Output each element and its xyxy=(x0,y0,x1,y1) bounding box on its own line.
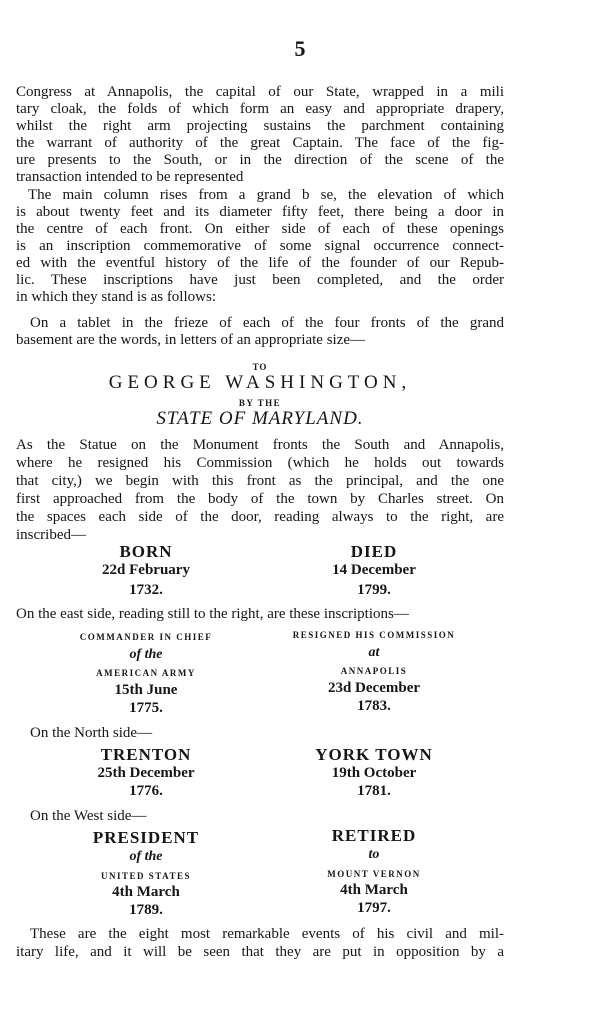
text-line: The main column rises from a grand b se, the elevation of which xyxy=(28,187,504,203)
inscription-title: COMMANDER IN CHIEF xyxy=(79,632,213,642)
inscription-title: RETIRED xyxy=(331,826,417,845)
inscription-subtitle: UNITED STATES xyxy=(101,871,191,881)
inscription-connector: of the xyxy=(129,647,163,662)
text-line: where he resigned his Commission (which he holds out towards xyxy=(16,455,504,471)
text-line: As the Statue on the Monument fronts the South and Annapolis, xyxy=(16,437,504,453)
text-line: is an inscription commemorative of some signal occurrence connect- xyxy=(16,238,504,254)
inscription-year: 1797. xyxy=(357,900,391,916)
inscription-title: PRESIDENT xyxy=(92,828,200,847)
inscription-year: 1799. xyxy=(357,582,391,598)
text-line: ed with the eventful history of the life of the founder of our Repub- xyxy=(16,255,504,271)
text-line: On a tablet in the frieze of each of the four fronts of the grand xyxy=(30,315,504,331)
page-number: 5 xyxy=(294,36,306,61)
text-line: whilst the right arm projecting sustains the parchment containing xyxy=(16,118,504,134)
text-line: the centre of each front. On either side of each of these openings xyxy=(16,221,504,237)
text-line: itary life, and it will be seen that they are put in opposition by a xyxy=(16,944,504,960)
inscription-date: 14 December xyxy=(332,562,416,578)
inscription-title: BORN xyxy=(119,542,173,561)
inscription-connector: at xyxy=(368,645,380,660)
north-intro: On the North side— xyxy=(30,725,153,741)
east-intro: On the east side, reading still to the right, are these inscriptions— xyxy=(16,606,409,622)
inscription-title: RESIGNED HIS COMMISSION xyxy=(292,630,456,640)
inscription-date: 4th March xyxy=(112,884,180,900)
inscription-date: 15th June xyxy=(114,682,178,698)
inscription-year: 1776. xyxy=(129,783,163,799)
text-line: the spaces each side of the door, reading always to the right, are xyxy=(16,509,504,525)
inscription-date: 23d December xyxy=(327,680,421,696)
inscription-connector: to xyxy=(368,847,380,862)
dedication-name: GEORGE WASHINGTON, xyxy=(108,372,412,393)
inscription-subtitle: AMERICAN ARMY xyxy=(96,668,196,678)
inscription-connector: of the xyxy=(129,849,163,864)
inscription-subtitle: MOUNT VERNON xyxy=(327,869,421,879)
inscription-title: YORK TOWN xyxy=(315,745,433,764)
text-line: is about twenty feet and its diameter fifty feet, there being a door in xyxy=(16,204,504,220)
inscription-title: TRENTON xyxy=(100,745,192,764)
inscription-date: 4th March xyxy=(340,882,408,898)
inscription-subtitle: ANNAPOLIS xyxy=(340,666,408,676)
text-line: transaction intended to be represented xyxy=(16,169,244,185)
inscription-date: 19th October xyxy=(331,765,417,781)
text-line: basement are the words, in letters of an appropriate size— xyxy=(16,332,366,348)
inscription-year: 1781. xyxy=(357,783,391,799)
inscription-date: 22d February xyxy=(102,562,190,578)
dedication-state: STATE OF MARYLAND. xyxy=(156,408,364,429)
text-line: ure presents to the South, or in the direction of the scene of the xyxy=(16,152,504,168)
dedication-to: TO xyxy=(252,362,268,372)
dedication-by: BY THE xyxy=(238,398,282,408)
text-line: the warrant of authority of the great Captain. The face of the fig- xyxy=(16,135,504,151)
inscription-date: 25th December xyxy=(97,765,195,781)
text-line: tary cloak, the folds of which form an easy and appropriate drapery, xyxy=(16,101,504,117)
text-line: lic. These inscriptions have just been completed, and the order xyxy=(16,272,504,288)
text-line: These are the eight most remarkable events of his civil and mil- xyxy=(30,926,504,942)
text-line: inscribed— xyxy=(16,527,86,543)
text-line: Congress at Annapolis, the capital of our State, wrapped in a mili xyxy=(16,84,504,100)
inscription-year: 1775. xyxy=(129,700,163,716)
inscription-year: 1732. xyxy=(129,582,163,598)
text-line: in which they stand is as follows: xyxy=(16,289,216,305)
west-intro: On the West side— xyxy=(30,808,147,824)
inscription-title: DIED xyxy=(350,542,398,561)
text-line: that city,) we begin with this front as the principal, and the one xyxy=(16,473,504,489)
inscription-year: 1789. xyxy=(129,902,163,918)
text-line: first approached from the body of the town by Charles street. On xyxy=(16,491,504,507)
inscription-year: 1783. xyxy=(357,698,391,714)
